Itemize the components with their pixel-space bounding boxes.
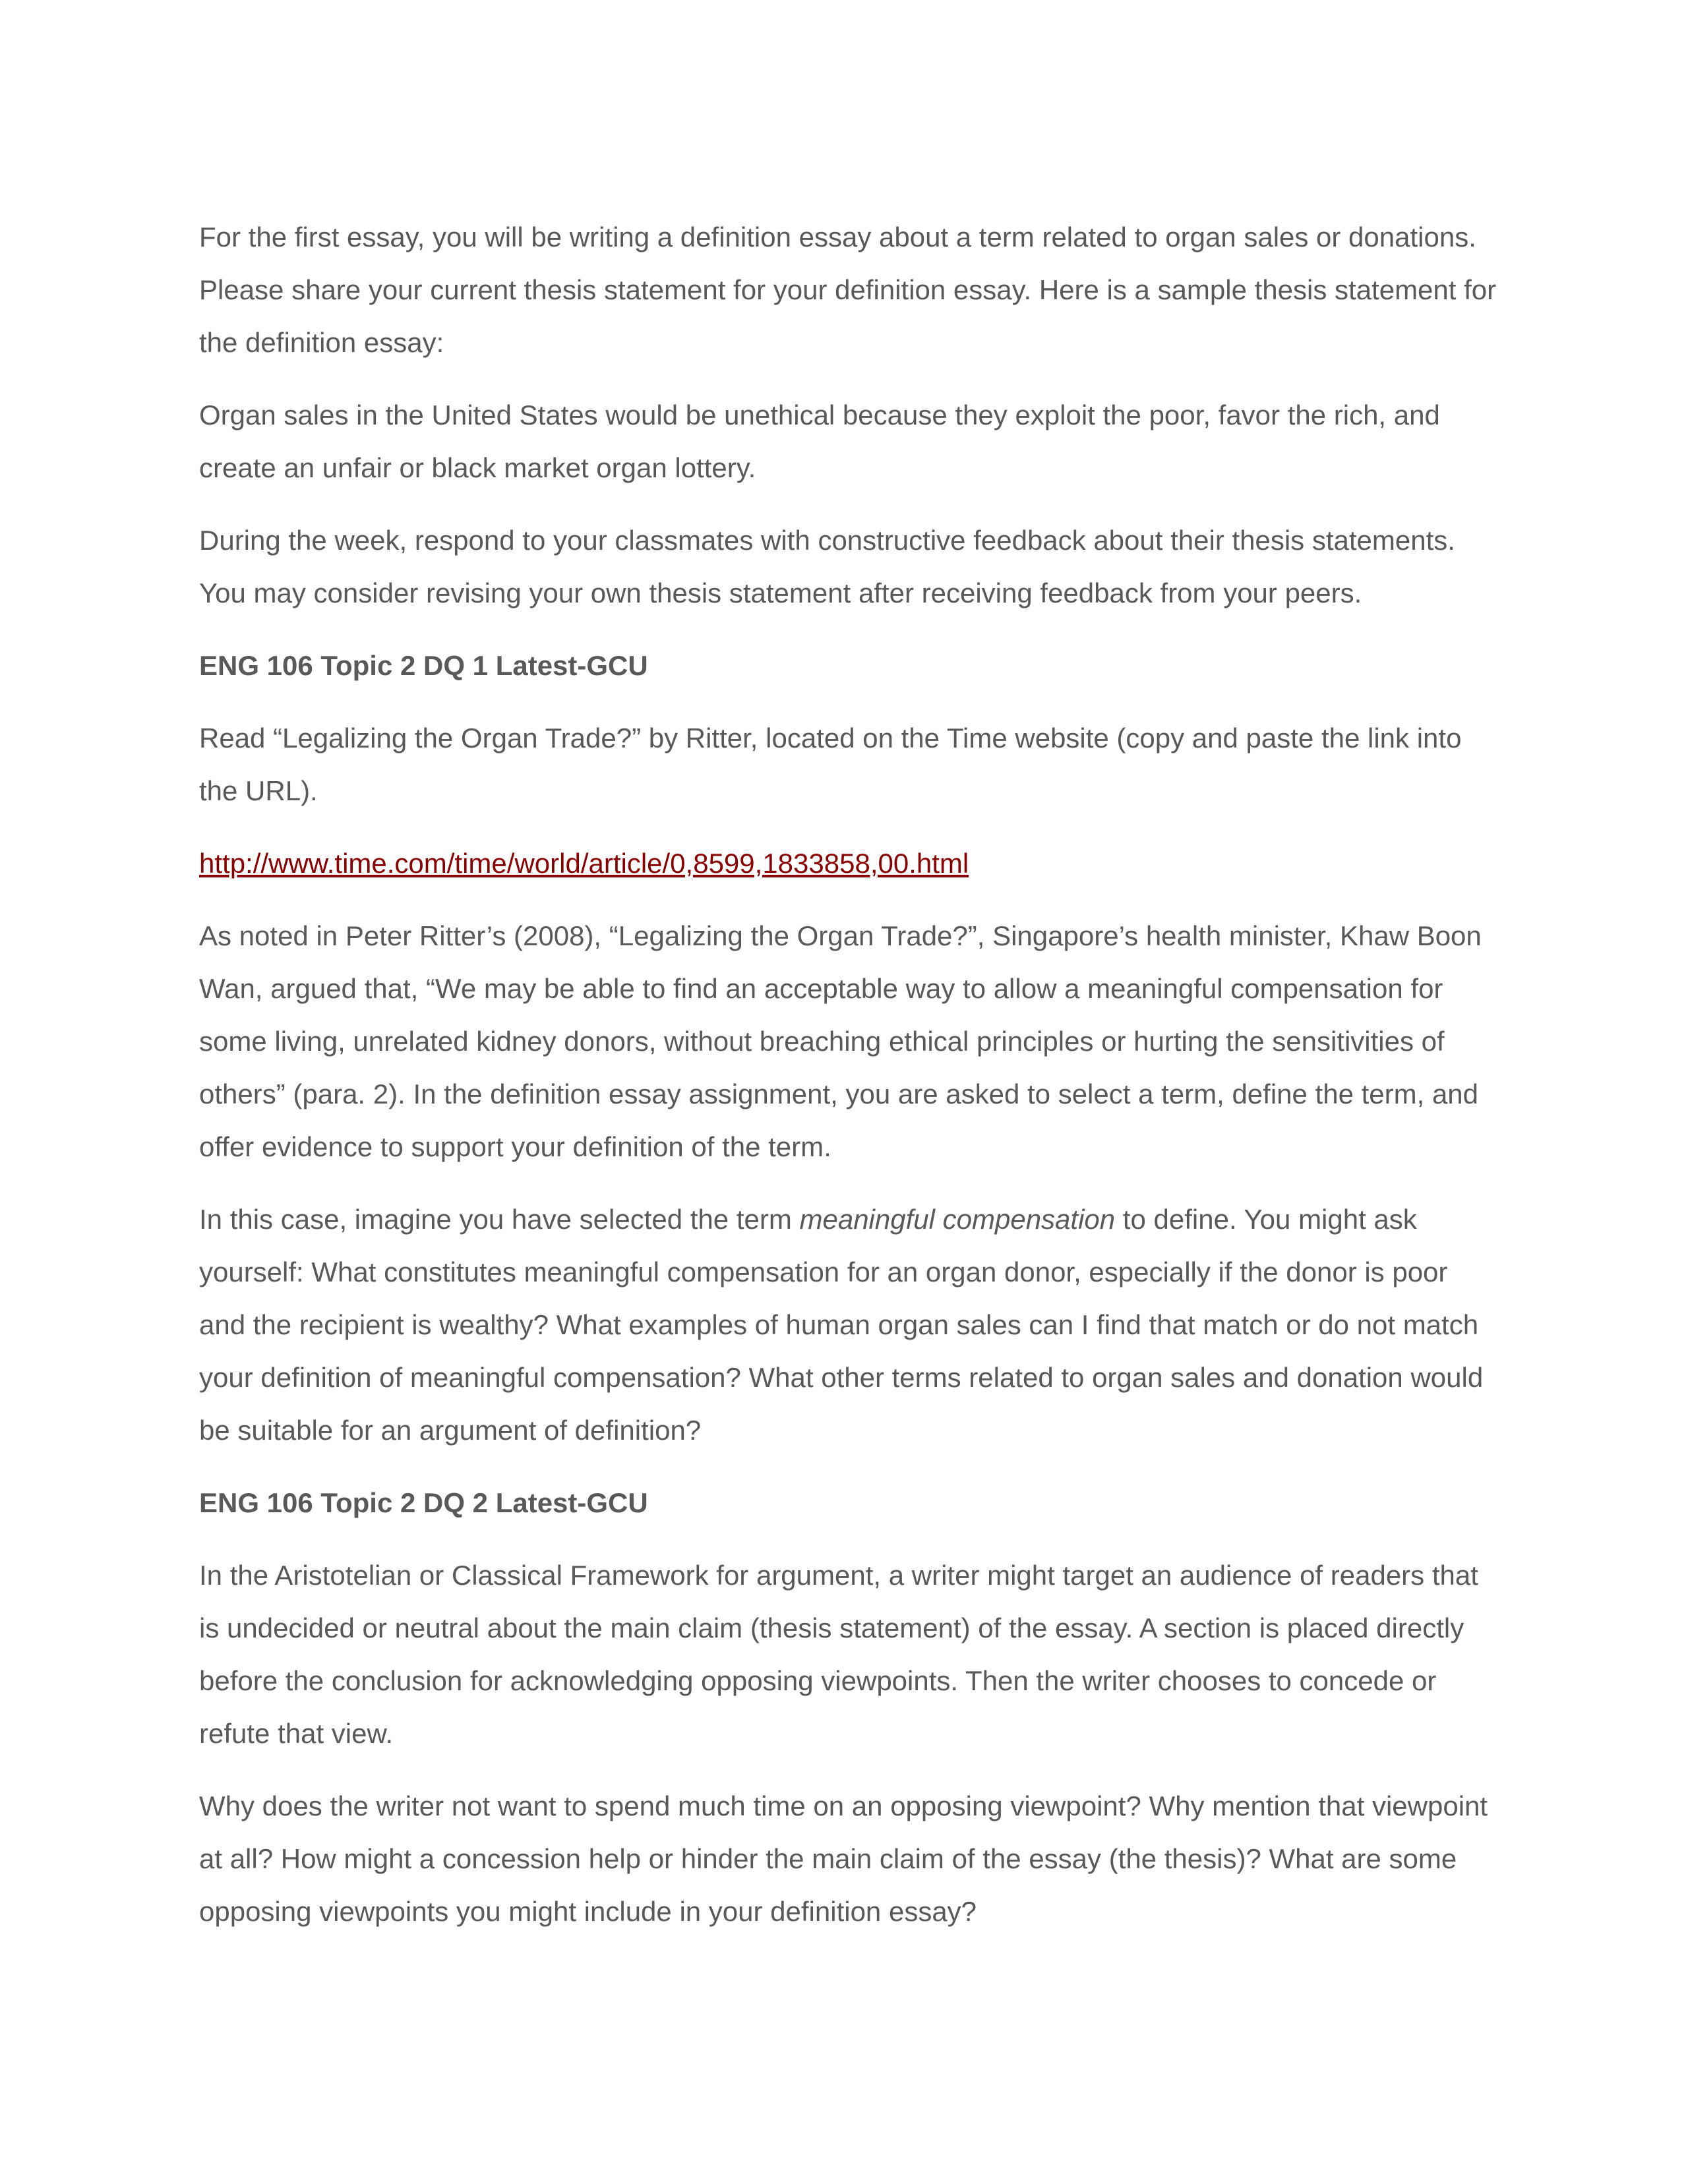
dq2-heading: ENG 106 Topic 2 DQ 2 Latest-GCU (199, 1487, 648, 1518)
dq1-p3-term: meaningful compensation (799, 1204, 1116, 1235)
time-article-link[interactable]: http://www.time.com/time/world/article/0,8599,1833858,00.html (199, 848, 969, 879)
sample-thesis-paragraph: Organ sales in the United States would be unethical because they exploit the poor, favor the rich, and create an unfair or black market organ lottery. (199, 399, 1440, 483)
dq1-link-paragraph (199, 837, 1498, 890)
dq2-paragraph-2: Why does the writer not want to spend much time on an opposing viewpoint? Why mention that viewpoint at all? How might a concession help or hinder the main claim of the essay (the thesis)? What are some opposing viewpoints you might include in your definition essay? (199, 1790, 1488, 1927)
dq1-heading: ENG 106 Topic 2 DQ 1 Latest-GCU (199, 650, 648, 681)
dq1-paragraph-3 (199, 1193, 1498, 1457)
intro-paragraph-1: For the first essay, you will be writing a definition essay about a term related to organ sales or donations. Please share your current thesis statement for your definition essay. Here is a sample thesis statement for the definition essay: (199, 221, 1497, 358)
intro-paragraph-3: During the week, respond to your classmates with constructive feedback about their thesis statements. You may consider revising your own thesis statement after receiving feedback from your peers. (199, 525, 1455, 608)
dq1-paragraph-2: As noted in Peter Ritter’s (2008), “Legalizing the Organ Trade?”, Singapore’s health minister, Khaw Boon Wan, argued that, “We may be able to find an acceptable way to allow a meaningful compensation for some living, unrelated kidney donors, without breaching ethical principles or hurting the sensitivities of others” (para. 2). In the definition essay assignment, you are asked to select a term, define the term, and offer evidence to support your definition of the term. (199, 920, 1482, 1162)
document-body (199, 211, 1498, 1958)
dq1-paragraph-1: Read “Legalizing the Organ Trade?” by Ritter, located on the Time website (copy and paste the link into the URL). (199, 723, 1462, 806)
dq1-p3-after: to define. You might ask yourself: What constitutes meaningful compensation for an organ donor, especially if the donor is poor and the recipient is wealthy? What examples of human organ sales can I find that match or do not match your definition of meaningful compensation? What other terms related to organ sales and donation would be suitable for an argument of definition? (199, 1204, 1484, 1446)
dq1-p3-before: In this case, imagine you have selected the term (199, 1204, 800, 1235)
dq2-paragraph-1: In the Aristotelian or Classical Framework for argument, a writer might target an audience of readers that is undecided or neutral about the main claim (thesis statement) of the essay. A section is placed directly before the conclusion for acknowledging opposing viewpoints. Then the writer chooses to concede or refute that view. (199, 1560, 1478, 1749)
